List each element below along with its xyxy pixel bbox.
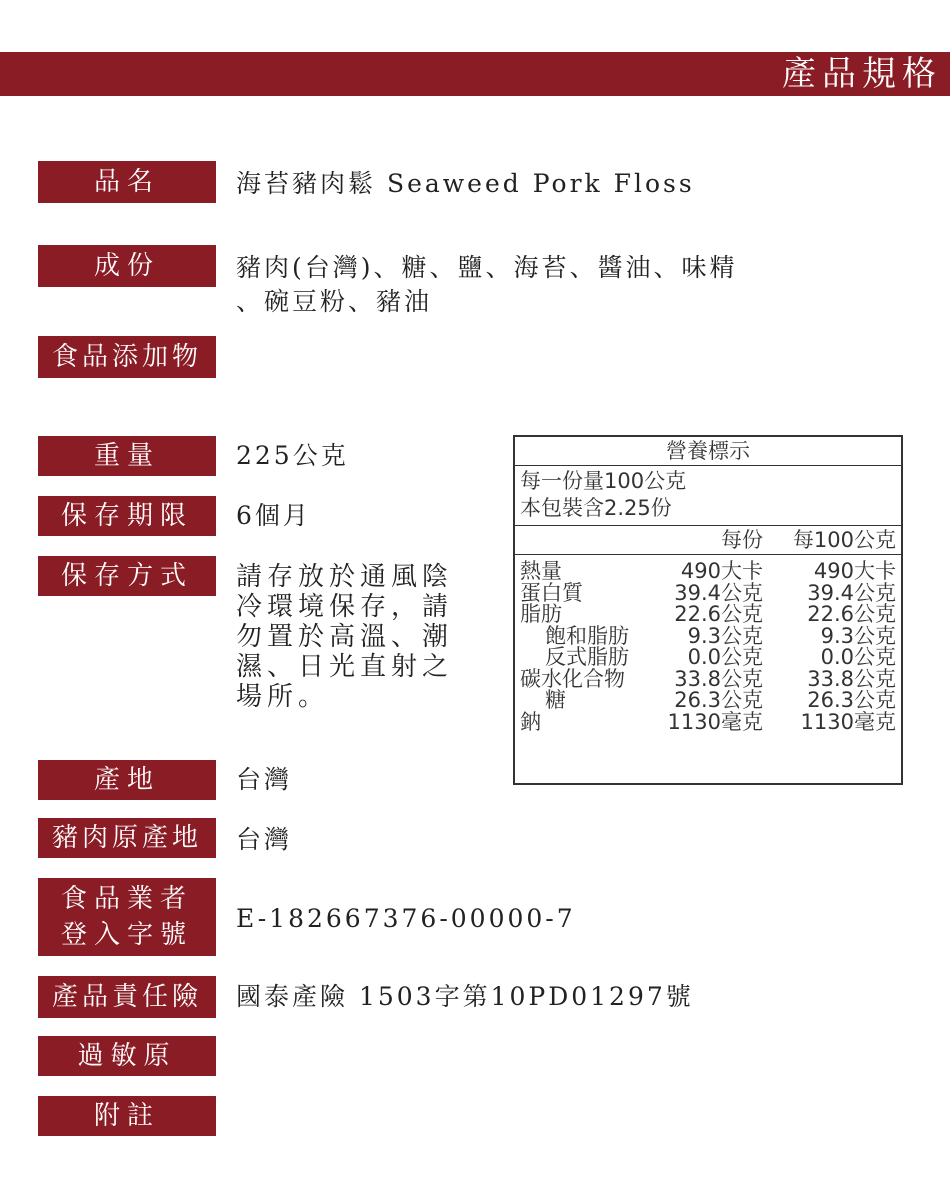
value-weight: 225公克	[236, 441, 349, 470]
nutrient-per-serving: 1130毫克	[667, 709, 763, 734]
nutrition-row	[515, 561, 901, 583]
nutrition-row	[515, 580, 901, 605]
nutrient-name: 反式脂肪	[545, 645, 629, 669]
nutrient-per-100g: 0.0公克	[820, 645, 896, 669]
value-pork-origin: 台灣	[236, 825, 293, 854]
label-additives: 食品添加物	[38, 336, 216, 378]
label-registration: 食品業者 登入字號	[38, 878, 216, 956]
value-storage: 請存放於通風陰冷環境保存，請勿置於高溫、潮濕、日光直射之場所。	[236, 562, 454, 712]
label-weight: 重量	[38, 436, 216, 476]
value-shelf-life: 6個月	[236, 501, 311, 530]
nutrient-name: 熱量	[520, 559, 562, 583]
nutrient-per-serving: 490大卡	[680, 559, 763, 583]
serving-size: 每一份量100公克	[520, 469, 687, 493]
nutrient-per-100g: 9.3公克	[820, 623, 896, 648]
nutrition-rows	[515, 555, 901, 733]
nutrient-per-serving: 22.6公克	[674, 602, 763, 626]
nutrient-per-serving: 26.3公克	[674, 688, 763, 712]
label-notes: 附註	[38, 1096, 216, 1136]
nutrient-name: 鈉	[520, 709, 541, 734]
nutrient-name: 蛋白質	[520, 580, 583, 605]
nutrient-per-serving: 9.3公克	[687, 623, 763, 648]
column-per-100g: 每100公克	[792, 528, 896, 552]
nutrient-per-100g: 1130毫克	[800, 709, 896, 734]
label-allergen: 過敏原	[38, 1036, 216, 1076]
value-ingredients: 豬肉(台灣)、糖、鹽、海苔、醬油、味精 、碗豆粉、豬油	[236, 253, 738, 316]
nutrition-row	[515, 647, 901, 669]
value-product-name: 海苔豬肉鬆 Seaweed Pork Floss	[236, 169, 695, 198]
nutrient-name: 碳水化合物	[520, 666, 625, 691]
value-origin: 台灣	[236, 765, 293, 794]
nutrition-row	[515, 690, 901, 712]
value-insurance: 國泰產險 1503字第10PD01297號	[236, 982, 694, 1011]
servings-per-package: 本包裝含2.25份	[520, 496, 672, 520]
nutrient-per-100g: 33.8公克	[807, 666, 896, 691]
nutrient-name: 脂肪	[520, 602, 562, 626]
label-ingredients: 成份	[38, 245, 216, 287]
nutrient-name: 糖	[545, 688, 566, 712]
nutrition-header	[515, 526, 901, 555]
label-product-name: 品名	[38, 161, 216, 203]
nutrient-per-serving: 33.8公克	[674, 666, 763, 691]
label-insurance: 產品責任險	[38, 976, 216, 1018]
nutrition-row	[515, 709, 901, 734]
nutrient-per-100g: 26.3公克	[807, 688, 896, 712]
label-pork-origin: 豬肉原產地	[38, 818, 216, 858]
label-origin: 產地	[38, 760, 216, 800]
nutrition-row	[515, 604, 901, 626]
header-banner	[0, 52, 950, 96]
nutrient-per-100g: 490大卡	[813, 559, 896, 583]
nutrient-per-100g: 22.6公克	[807, 602, 896, 626]
page-title: 產品規格	[782, 54, 942, 94]
nutrition-title: 營養標示	[515, 437, 901, 466]
nutrition-row	[515, 623, 901, 648]
value-registration: E-182667376-00000-7	[236, 904, 576, 933]
nutrient-per-100g: 39.4公克	[807, 580, 896, 605]
column-per-serving: 每份	[721, 528, 763, 552]
label-storage: 保存方式	[38, 556, 216, 596]
nutrition-serving	[515, 466, 901, 526]
label-shelf-life: 保存期限	[38, 496, 216, 536]
nutrient-per-serving: 0.0公克	[687, 645, 763, 669]
nutrition-table	[513, 435, 903, 785]
nutrient-per-serving: 39.4公克	[674, 580, 763, 605]
nutrient-name: 飽和脂肪	[545, 623, 629, 648]
nutrition-row	[515, 666, 901, 691]
